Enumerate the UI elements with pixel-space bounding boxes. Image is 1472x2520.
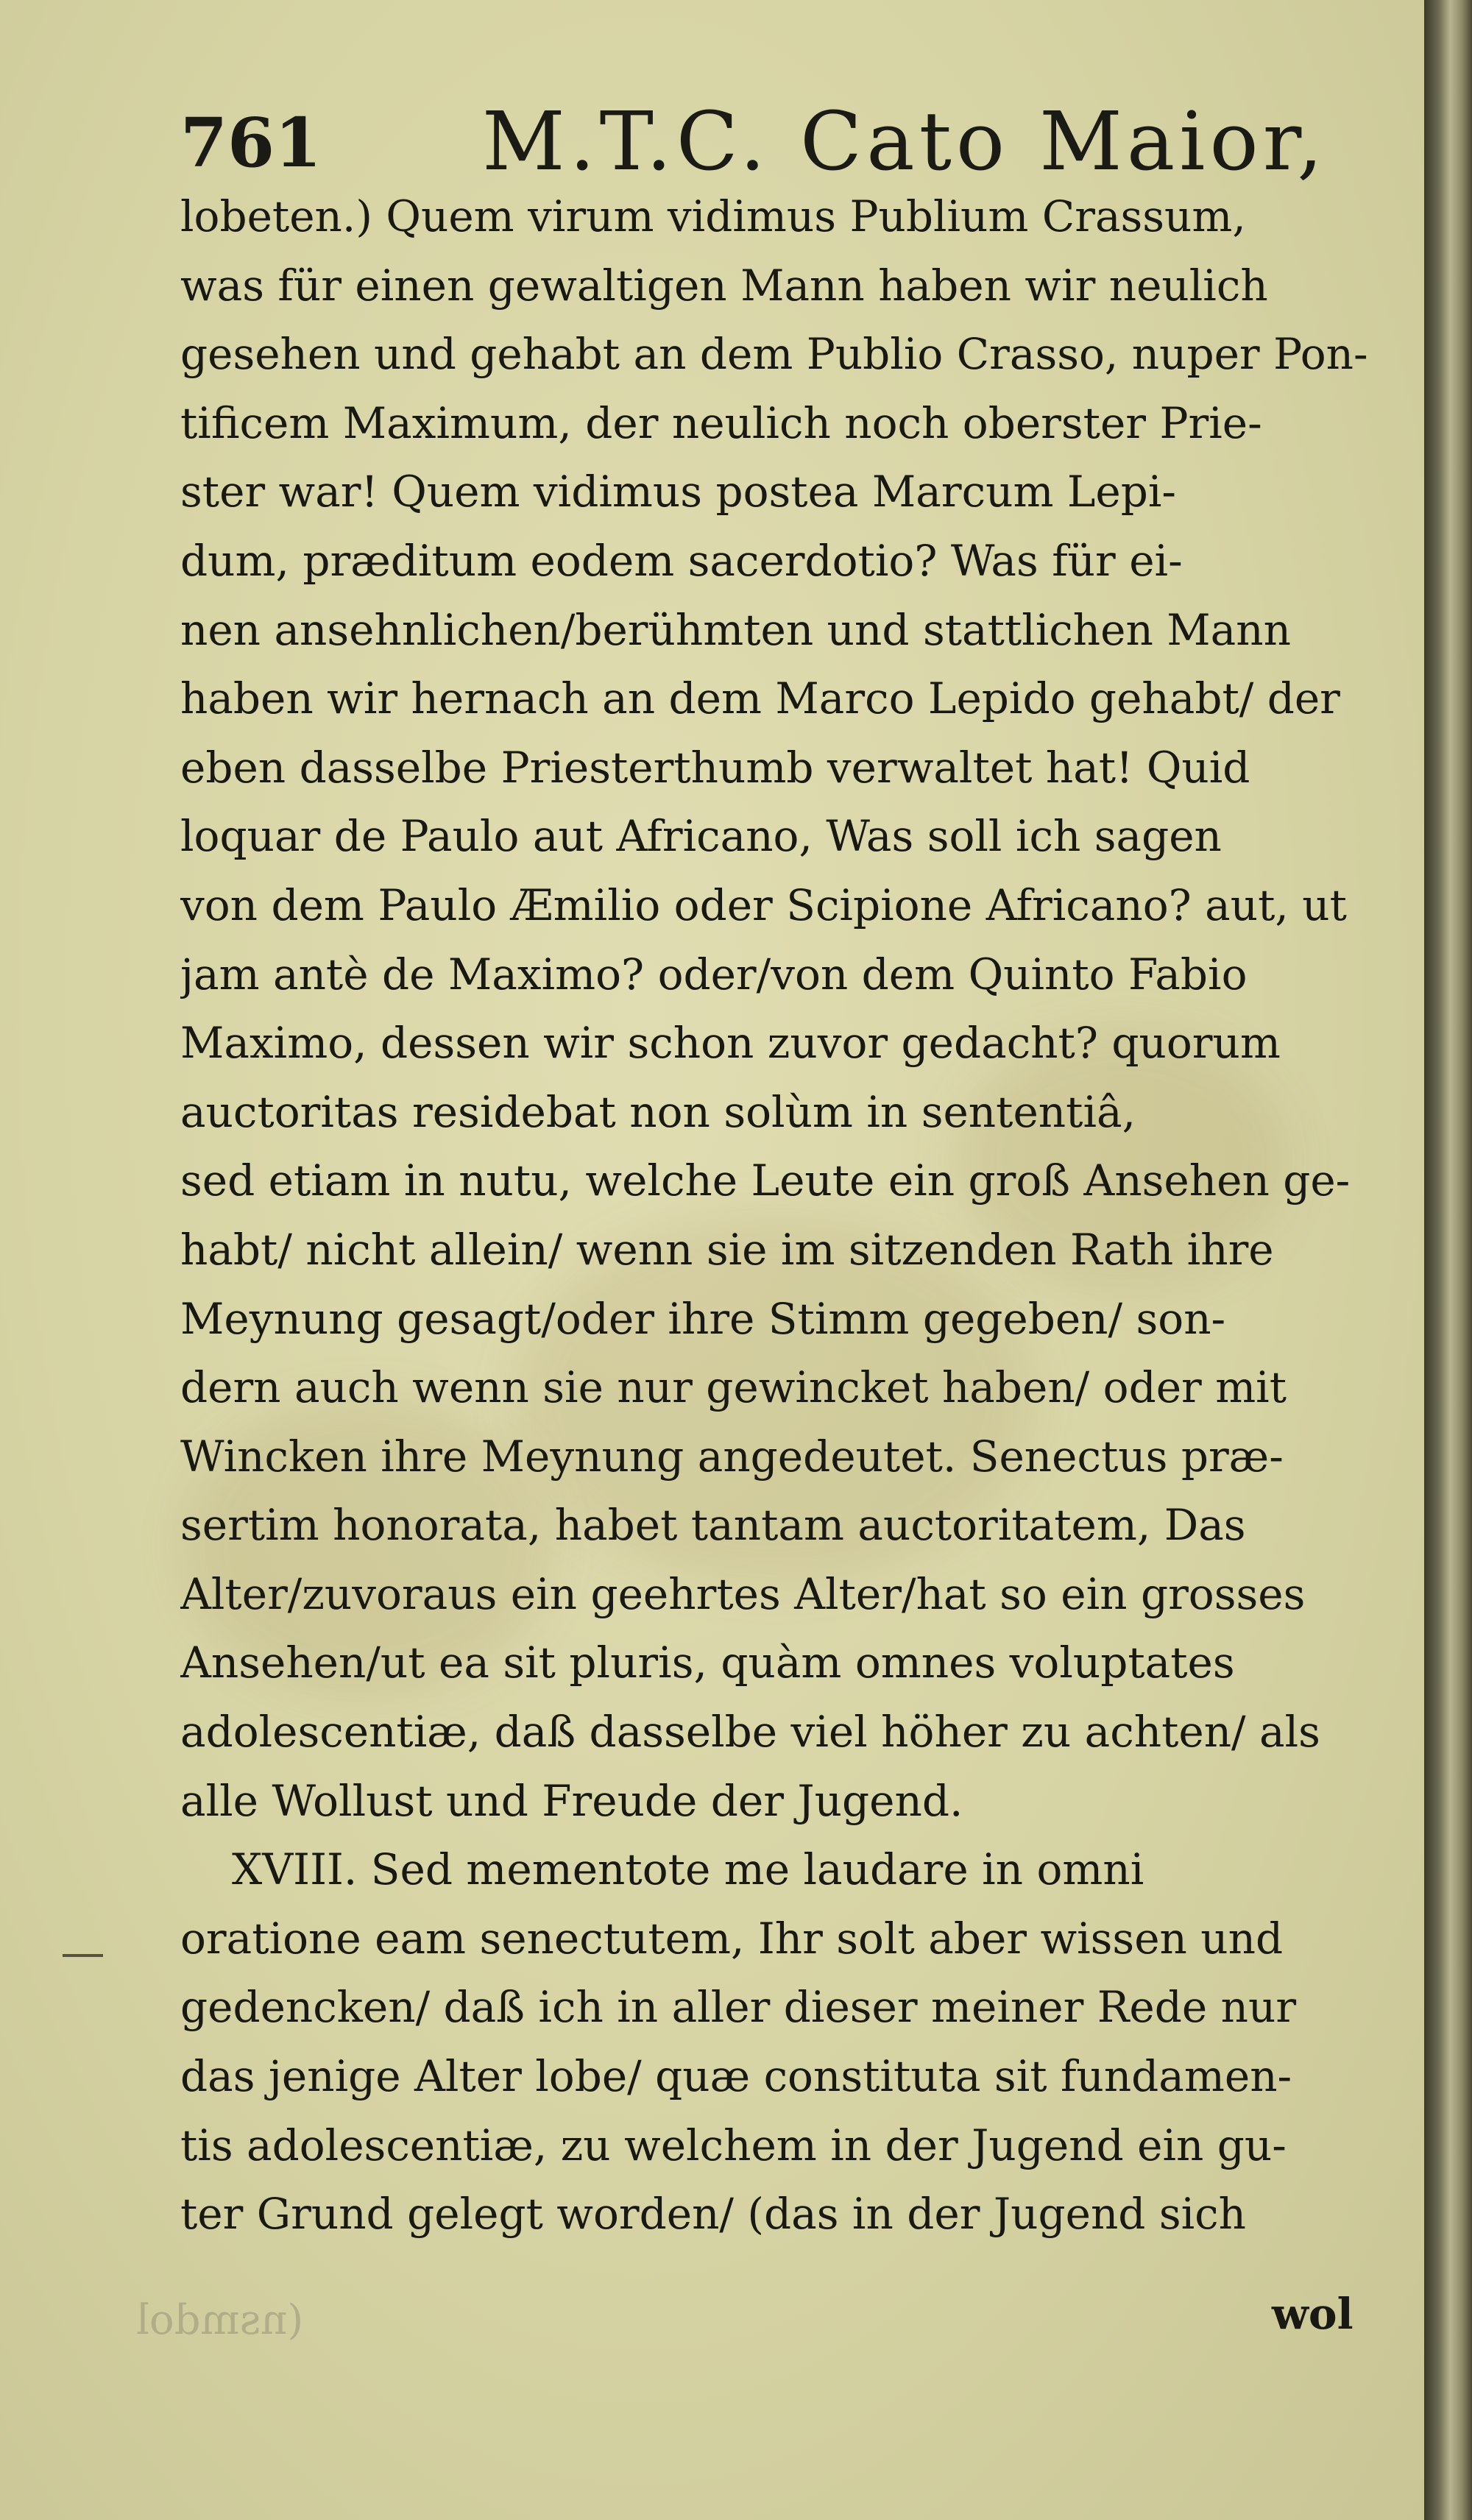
section-heading-line: XVIII. Sed mementote me laudare in omni — [232, 1844, 1144, 1895]
text-line: oratione eam senectutem, Ihr solt aber wissen und — [180, 1913, 1284, 1964]
text-line: Maximo, dessen wir schon zuvor gedacht? quorum — [180, 1018, 1281, 1069]
text-line: gesehen und gehabt an dem Publio Crasso, nuper Pon- — [180, 329, 1368, 380]
page-header — [180, 87, 1328, 188]
text-line: dum, præditum eodem sacerdotio? Was für ei- — [180, 535, 1183, 586]
text-line: alle Wollust und Freude der Jugend. — [180, 1775, 963, 1826]
body-text — [180, 183, 1373, 2249]
text-line: sertim honorata, habet tantam auctoritatem, Das — [180, 1500, 1246, 1551]
text-line: ster war! Quem vidimus postea Marcum Lepi- — [180, 467, 1177, 517]
text-line: von dem Paulo Æmilio oder Scipione Africano? aut, ut — [180, 879, 1347, 930]
running-title: M.T.C. Cato Maior, — [482, 94, 1328, 188]
catchword: wol — [1272, 2289, 1354, 2339]
text-line: auctoritas residebat non solùm in sententiâ, — [180, 1086, 1136, 1137]
text-line: ter Grund gelegt worden/ (das in der Jugend sich — [180, 2189, 1247, 2240]
text-line: dern auch wenn sie nur gewincket haben/ oder mit — [180, 1362, 1287, 1413]
margin-mark — [63, 1954, 103, 1957]
text-line: Ansehen/ut ea sit pluris, quàm omnes voluptates — [180, 1638, 1235, 1688]
text-line: sed etiam in nutu, welche Leute ein groß Ansehen ge- — [180, 1155, 1351, 1206]
book-spine — [1424, 0, 1472, 2520]
text-line: haben wir hernach an dem Marco Lepido gehabt/ der — [180, 673, 1340, 724]
text-line: adolescentiæ, daß dasselbe viel höher zu achten/ als — [180, 1707, 1320, 1758]
text-line: nen ansehnlichen/berühmten und stattlichen Mann — [180, 604, 1291, 655]
text-line: Alter/zuvoraus ein geehrtes Alter/hat so ein grosses — [180, 1568, 1306, 1619]
text-line: das jenige Alter lobe/ quæ constituta sit fundamen- — [180, 2051, 1292, 2102]
text-line: habt/ nicht allein/ wenn sie im sitzenden Rath ihre — [180, 1224, 1274, 1275]
text-line: tis adolescentiæ, zu welchem in der Jugend ein gu- — [180, 2120, 1287, 2170]
text-line: eben dasselbe Priesterthumb verwaltet hat! Quid — [180, 742, 1250, 793]
text-line: jam antè de Maximo? oder/von dem Quinto Fabio — [180, 949, 1248, 999]
text-line: lobeten.) Quem virum vidimus Publium Crassum, — [180, 191, 1246, 241]
text-line: tificem Maximum, der neulich noch oberster Prie- — [180, 397, 1262, 448]
bleed-through-text: (nsmdol — [136, 2296, 304, 2344]
text-line: gedencken/ daß ich in aller dieser meiner Rede nur — [180, 1982, 1297, 2033]
text-line: loquar de Paulo aut Africano, Was soll ich sagen — [180, 811, 1222, 862]
text-line: Meynung gesagt/oder ihre Stimm gegeben/ son- — [180, 1293, 1226, 1344]
page-number: 761 — [180, 103, 322, 183]
text-line: Wincken ihre Meynung angedeutet. Senectus præ- — [180, 1431, 1284, 1482]
text-line: was für einen gewaltigen Mann haben wir neulich — [180, 260, 1268, 311]
